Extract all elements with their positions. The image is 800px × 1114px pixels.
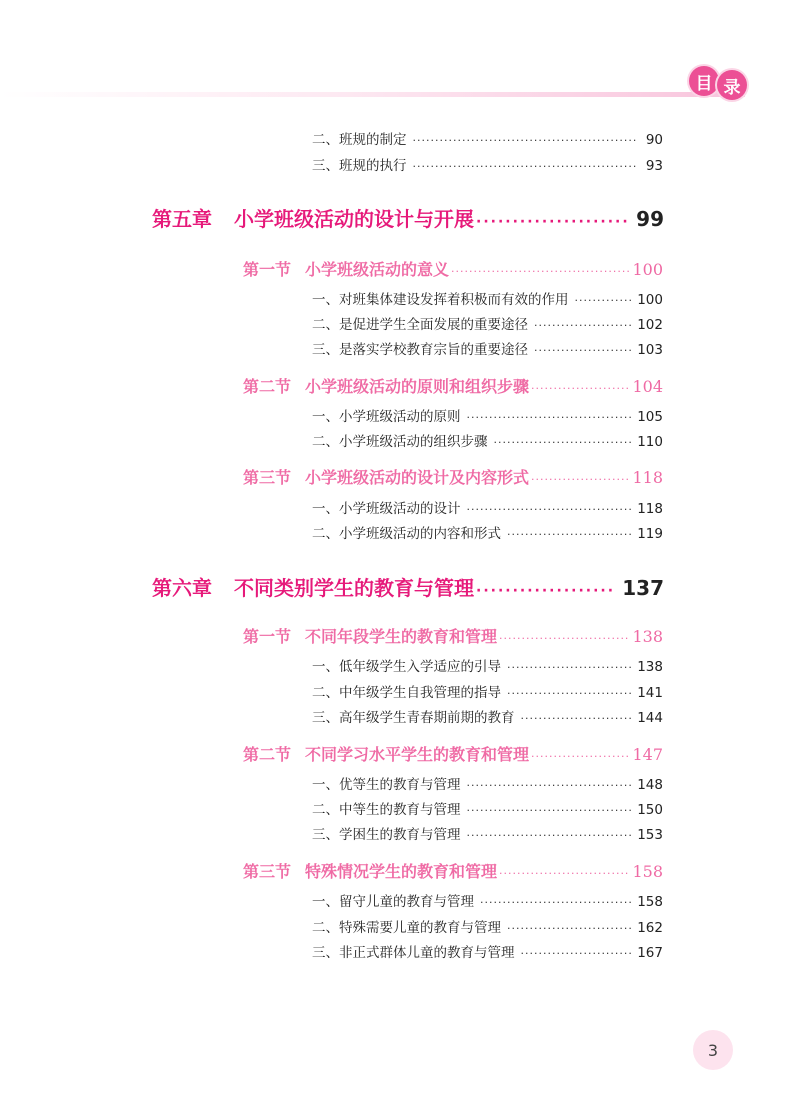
toc-leader-dots bbox=[467, 503, 632, 516]
toc-leader-dots bbox=[521, 712, 632, 725]
toc-item-label: 二、中年级学生自我管理的指导 bbox=[312, 685, 501, 701]
toc-item-label: 一、小学班级活动的设计 bbox=[312, 501, 461, 517]
toc-item-page: 103 bbox=[637, 342, 663, 358]
section-number: 第二节 bbox=[243, 377, 292, 396]
toc-item[interactable] bbox=[312, 430, 663, 450]
section-page: 100 bbox=[632, 260, 663, 279]
toc-item-label: 一、留守儿童的教育与管理 bbox=[312, 894, 474, 910]
section-page: 158 bbox=[632, 862, 663, 881]
toc-leader-dots bbox=[507, 661, 631, 674]
toc-item-label: 一、对班集体建设发挥着积极而有效的作用 bbox=[312, 292, 569, 308]
toc-item-page: 138 bbox=[637, 659, 663, 675]
toc-item-label: 二、中等生的教育与管理 bbox=[312, 802, 461, 818]
toc-item-page: 148 bbox=[637, 777, 663, 793]
toc-chapter-6[interactable] bbox=[152, 572, 664, 601]
toc-item-label: 一、小学班级活动的原则 bbox=[312, 409, 461, 425]
toc-leader-dots bbox=[507, 528, 631, 541]
section-number: 第一节 bbox=[243, 627, 292, 646]
toc-badge-mu: 目 bbox=[689, 66, 719, 96]
toc-leader-dots bbox=[476, 583, 614, 599]
section-page: 138 bbox=[632, 627, 663, 646]
toc-leader-dots bbox=[413, 160, 638, 173]
chapter-title: 不同类别学生的教育与管理 bbox=[234, 576, 474, 600]
chapter-title: 小学班级活动的设计与开展 bbox=[234, 207, 474, 231]
toc-chapter-5[interactable] bbox=[152, 203, 664, 232]
toc-leader-dots bbox=[467, 779, 632, 792]
section-number: 第三节 bbox=[243, 862, 292, 881]
toc-item[interactable] bbox=[312, 823, 663, 843]
section-number: 第一节 bbox=[243, 260, 292, 279]
toc-item-page: 144 bbox=[637, 710, 663, 726]
section-title: 小学班级活动的原则和组织步骤 bbox=[305, 377, 530, 396]
toc-item-label: 二、小学班级活动的内容和形式 bbox=[312, 526, 501, 542]
toc-leader-dots bbox=[499, 867, 630, 880]
chapter-number: 第五章 bbox=[152, 207, 212, 231]
toc-item[interactable] bbox=[312, 890, 663, 910]
toc-item[interactable] bbox=[312, 681, 663, 701]
header-divider bbox=[0, 92, 745, 97]
toc-section[interactable] bbox=[243, 859, 663, 882]
toc-section[interactable] bbox=[243, 374, 663, 397]
toc-item-page: 93 bbox=[645, 158, 663, 174]
toc-leader-dots bbox=[521, 947, 632, 960]
toc-item-page: 102 bbox=[637, 317, 663, 333]
section-page: 118 bbox=[632, 468, 663, 487]
toc-leader-dots bbox=[467, 804, 632, 817]
toc-item-page: 118 bbox=[637, 501, 663, 517]
toc-item-label: 二、小学班级活动的组织步骤 bbox=[312, 434, 488, 450]
section-page: 147 bbox=[632, 745, 663, 764]
chapter-page: 99 bbox=[636, 207, 664, 231]
chapter-number: 第六章 bbox=[152, 576, 212, 600]
toc-leader-dots bbox=[451, 265, 630, 278]
toc-leader-dots bbox=[494, 436, 632, 449]
toc-leader-dots bbox=[507, 687, 631, 700]
toc-item[interactable] bbox=[312, 798, 663, 818]
toc-item[interactable] bbox=[312, 522, 663, 542]
toc-leader-dots bbox=[534, 344, 631, 357]
toc-section[interactable] bbox=[243, 742, 663, 765]
toc-item[interactable] bbox=[312, 706, 663, 726]
section-page: 104 bbox=[632, 377, 663, 396]
toc-item-label: 三、非正式群体儿童的教育与管理 bbox=[312, 945, 515, 961]
toc-item-page: 110 bbox=[637, 434, 663, 450]
toc-item[interactable] bbox=[312, 941, 663, 961]
toc-section[interactable] bbox=[243, 465, 663, 488]
toc-item-label: 三、学困生的教育与管理 bbox=[312, 827, 461, 843]
toc-leader-dots bbox=[499, 632, 630, 645]
section-title: 小学班级活动的意义 bbox=[305, 260, 450, 279]
toc-leader-dots bbox=[531, 750, 630, 763]
section-title: 不同学习水平学生的教育和管理 bbox=[305, 745, 530, 764]
toc-leader-dots bbox=[476, 214, 628, 230]
toc-item[interactable] bbox=[312, 916, 663, 936]
toc-item-label: 三、是落实学校教育宗旨的重要途径 bbox=[312, 342, 528, 358]
toc-item[interactable] bbox=[312, 655, 663, 675]
toc-leader-dots bbox=[413, 134, 638, 147]
toc-leader-dots bbox=[467, 411, 632, 424]
toc-item-label: 二、是促进学生全面发展的重要途径 bbox=[312, 317, 528, 333]
toc-item-page: 90 bbox=[645, 132, 663, 148]
toc-item-label: 三、高年级学生青春期前期的教育 bbox=[312, 710, 515, 726]
toc-section[interactable] bbox=[243, 257, 663, 280]
toc-item-page: 158 bbox=[637, 894, 663, 910]
toc-item[interactable] bbox=[312, 288, 663, 308]
chapter-page: 137 bbox=[622, 576, 664, 600]
toc-item-label: 三、班规的执行 bbox=[312, 158, 407, 174]
toc-item-label: 二、班规的制定 bbox=[312, 132, 407, 148]
toc-leader-dots bbox=[507, 922, 631, 935]
toc-item-page: 167 bbox=[637, 945, 663, 961]
toc-item-label: 一、优等生的教育与管理 bbox=[312, 777, 461, 793]
toc-leader-dots bbox=[480, 896, 631, 909]
toc-item[interactable] bbox=[312, 154, 663, 174]
page-number: 3 bbox=[693, 1030, 733, 1070]
toc-item-page: 119 bbox=[637, 526, 663, 542]
section-title: 不同年段学生的教育和管理 bbox=[305, 627, 498, 646]
toc-item-page: 153 bbox=[637, 827, 663, 843]
toc-leader-dots bbox=[531, 473, 630, 486]
toc-item-page: 141 bbox=[637, 685, 663, 701]
toc-item-page: 150 bbox=[637, 802, 663, 818]
toc-item[interactable] bbox=[312, 128, 663, 148]
section-number: 第三节 bbox=[243, 468, 292, 487]
toc-header bbox=[689, 66, 749, 100]
toc-item-page: 100 bbox=[637, 292, 663, 308]
toc-item[interactable] bbox=[312, 773, 663, 793]
toc-leader-dots bbox=[534, 319, 631, 332]
toc-item-page: 105 bbox=[637, 409, 663, 425]
toc-section[interactable] bbox=[243, 624, 663, 647]
toc-item[interactable] bbox=[312, 405, 663, 425]
section-title: 特殊情况学生的教育和管理 bbox=[305, 862, 498, 881]
toc-item-page: 162 bbox=[637, 920, 663, 936]
section-number: 第二节 bbox=[243, 745, 292, 764]
toc-item[interactable] bbox=[312, 497, 663, 517]
toc-badge-lu: 录 bbox=[717, 70, 747, 100]
toc-item[interactable] bbox=[312, 313, 663, 333]
toc-item[interactable] bbox=[312, 338, 663, 358]
toc-leader-dots bbox=[575, 294, 632, 307]
toc-item-label: 一、低年级学生入学适应的引导 bbox=[312, 659, 501, 675]
toc-leader-dots bbox=[467, 829, 632, 842]
toc-leader-dots bbox=[531, 382, 630, 395]
section-title: 小学班级活动的设计及内容形式 bbox=[305, 468, 530, 487]
toc-item-label: 二、特殊需要儿童的教育与管理 bbox=[312, 920, 501, 936]
